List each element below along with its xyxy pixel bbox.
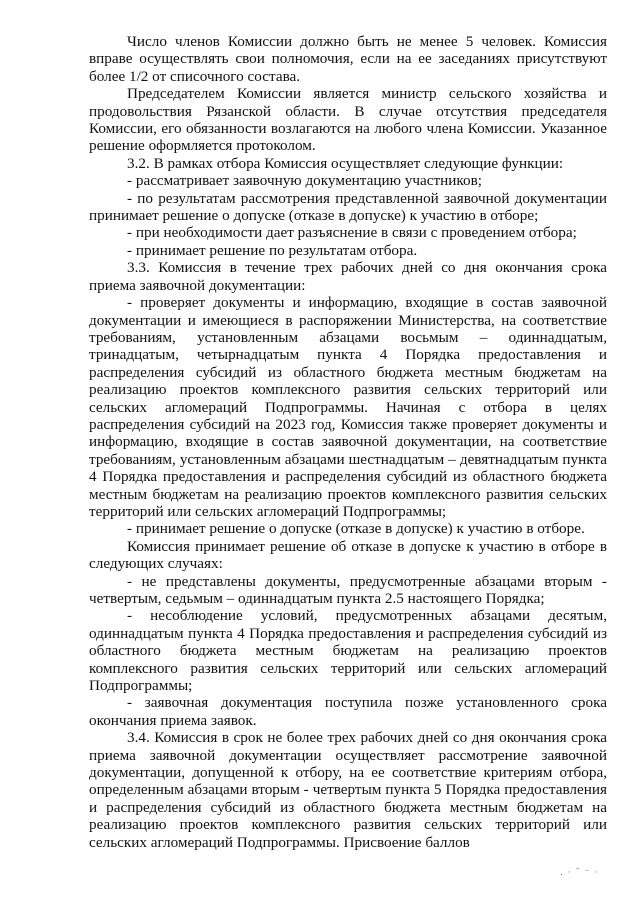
paragraph-chairman: Председателем Комиссии является министр сельского хозяйства и продовольствия Рязанской области. В случае отсутствия председателя Комиссии, его обязанности возлагаются на любого члена Комиссии. Указанное решение оформляется протоколом.: [89, 85, 607, 155]
list-item-late-submission: - заявочная документация поступила позже установленного срока окончания приема заявок.: [89, 694, 607, 729]
document-page: [89, 33, 607, 851]
list-item-noncompliance: - несоблюдение условий, предусмотренных абзацами десятым, одиннадцатым пункта 4 Порядка предоставления и распределения субсидий из областного бюджета местным бюджетам на реализацию проектов комплексного развития сельских территорий или сельских агломераций Подпрограммы;: [89, 607, 607, 695]
list-item-admission: - принимает решение о допуске (отказе в допуске) к участию в отборе.: [127, 520, 585, 538]
paragraph-refusal-cases: Комиссия принимает решение об отказе в допуске к участию в отборе в следующих случаях:: [89, 537, 607, 573]
paragraph-3-3-heading: 3.3. Комиссия в течение трех рабочих дней со дня окончания срока приема заявочной документации:: [89, 259, 607, 294]
scan-artifact: . · ˘ ⁻ ·: [560, 868, 599, 878]
list-item-selection-decision: - принимает решение по результатам отбора.: [127, 241, 418, 259]
paragraph-3-4: 3.4. Комиссия в срок не более трех рабочих дней со дня окончания срока приема заявочной документации осуществляет рассмотрение заявочной документации, допущенной к отбору, на ее соответствие критериям отбора, определенным абзацами вторым - четвертым пункта 5 Порядка предоставления и распределения субсидий из областного бюджета местным бюджетам на реализацию проектов комплексного развития сельских территорий или сельских агломераций Подпрограммы. Присвоение баллов: [89, 729, 607, 851]
list-item-admission-decision: - по результатам рассмотрения представленной заявочной документации принимает решение о допуске (отказе в допуске) к участию в отборе;: [89, 189, 607, 225]
list-item-missing-docs: - не представлены документы, предусмотренные абзацами вторым - четвертым, седьмым – одиннадцатым пункта 2.5 настоящего Порядка;: [89, 572, 607, 607]
list-item-reviews-docs: - рассматривает заявочную документацию участников;: [127, 172, 482, 190]
list-item-checks-documents: - проверяет документы и информацию, входящие в состав заявочной документации и имеющиеся в распоряжении Министерства, на соответствие требованиям, установленным абзацами восьмым – одиннадцатым, тринадцатым, четырнадцатым пункта 4 Порядка предоставления и распределения субсидий из областного бюджета местным бюджетам на реализацию проектов комплексного развития сельских территорий или сельских агломераций Подпрограммы. Начиная с отбора в целях распределения субсидий на 2023 год, Комиссия также проверяет документы и информацию, входящие в состав заявочной документации, на соответствие требованиям, установленным абзацами шестнадцатым – девятнадцатым пункта 4 Порядка предоставления и распределения субсидий из областного бюджета местным бюджетам на реализацию проектов комплексного развития сельских территорий или сельских агломераций Подпрограммы;: [89, 294, 607, 520]
paragraph-3-2-heading: 3.2. В рамках отбора Комиссия осуществляет следующие функции:: [127, 154, 564, 172]
paragraph-commission-size: Число членов Комиссии должно быть не менее 5 человек. Комиссия вправе осуществлять свои полномочия, если на ее заседаниях присутствуют более 1/2 от списочного состава.: [89, 33, 607, 85]
list-item-clarification: - при необходимости дает разъяснение в связи с проведением отбора;: [127, 224, 577, 242]
